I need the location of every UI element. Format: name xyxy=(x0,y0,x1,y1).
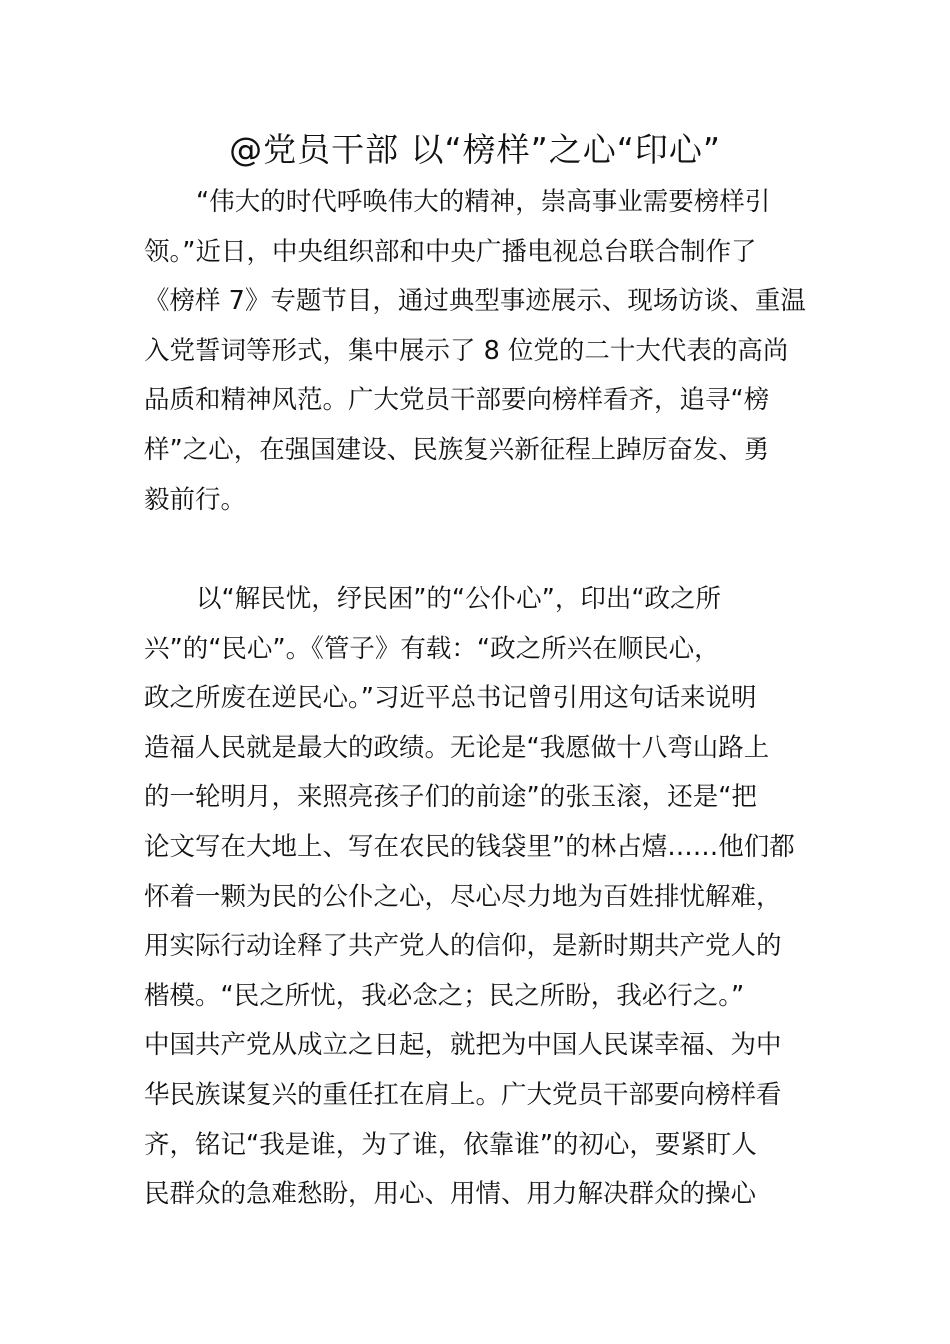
paragraph-2-line: 用实际行动诠释了共产党人的信仰，是新时期共产党人的 xyxy=(144,931,782,962)
paragraph-2 xyxy=(144,575,808,1220)
paragraph-2-line: 兴”的“民心”。《管子》有载：“政之所兴在顺民心， xyxy=(144,633,720,664)
paragraph-2-line: 论文写在大地上、写在农民的钱袋里”的林占熺……他们都 xyxy=(144,831,795,862)
paragraph-1-line: 品质和精神风范。广大党员干部要向榜样看齐，追寻“榜 xyxy=(144,385,770,416)
paragraph-2-line: 的一轮明月，来照亮孩子们的前途”的张玉滚，还是“把 xyxy=(144,782,757,813)
document-title: @党员干部 以“榜样”之心“印心” xyxy=(229,130,721,169)
paragraph-2-line: 齐，铭记“我是谁，为了谁，依靠谁”的初心，要紧盯人 xyxy=(144,1129,757,1160)
paragraph-2-line: 以“解民忧，纾民困”的“公仆心”，印出“政之所 xyxy=(196,584,722,614)
paragraph-1 xyxy=(144,178,808,525)
paragraph-2-line: 政之所废在逆民心。”习近平总书记曾引用这句话来说明 xyxy=(144,683,757,714)
paragraph-1-line: 《榜样 7》专题节目，通过典型事迹展示、现场访谈、重温 xyxy=(144,286,806,317)
paragraph-2-line: 华民族谋复兴的重任扛在肩上。广大党员干部要向榜样看 xyxy=(144,1079,782,1110)
paragraph-2-line: 中国共产党从成立之日起，就把为中国人民谋幸福、为中 xyxy=(144,1030,782,1061)
paragraph-2-line: 楷模。“民之所忧，我必念之；民之所盼，我必行之。” xyxy=(144,980,745,1011)
paragraph-1-line: 入党誓词等形式，集中展示了 8 位党的二十大代表的高尚 xyxy=(144,335,789,366)
paragraph-1-line: “伟大的时代呼唤伟大的精神，崇高事业需要榜样引 xyxy=(196,187,771,217)
paragraph-1-line: 领。”近日，中央组织部和中央广播电视总台联合制作了 xyxy=(144,236,757,267)
paragraph-1-line: 样”之心，在强国建设、民族复兴新征程上踔厉奋发、勇 xyxy=(144,434,770,465)
paragraph-2-line: 怀着一颗为民的公仆之心，尽心尽力地为百姓排忧解难， xyxy=(144,881,782,912)
paragraph-2-line: 民群众的急难愁盼，用心、用情、用力解决群众的操心 xyxy=(144,1179,757,1210)
paragraph-1-line: 毅前行。 xyxy=(144,484,247,515)
paragraph-2-line: 造福人民就是最大的政绩。无论是“我愿做十八弯山路上 xyxy=(144,732,770,763)
